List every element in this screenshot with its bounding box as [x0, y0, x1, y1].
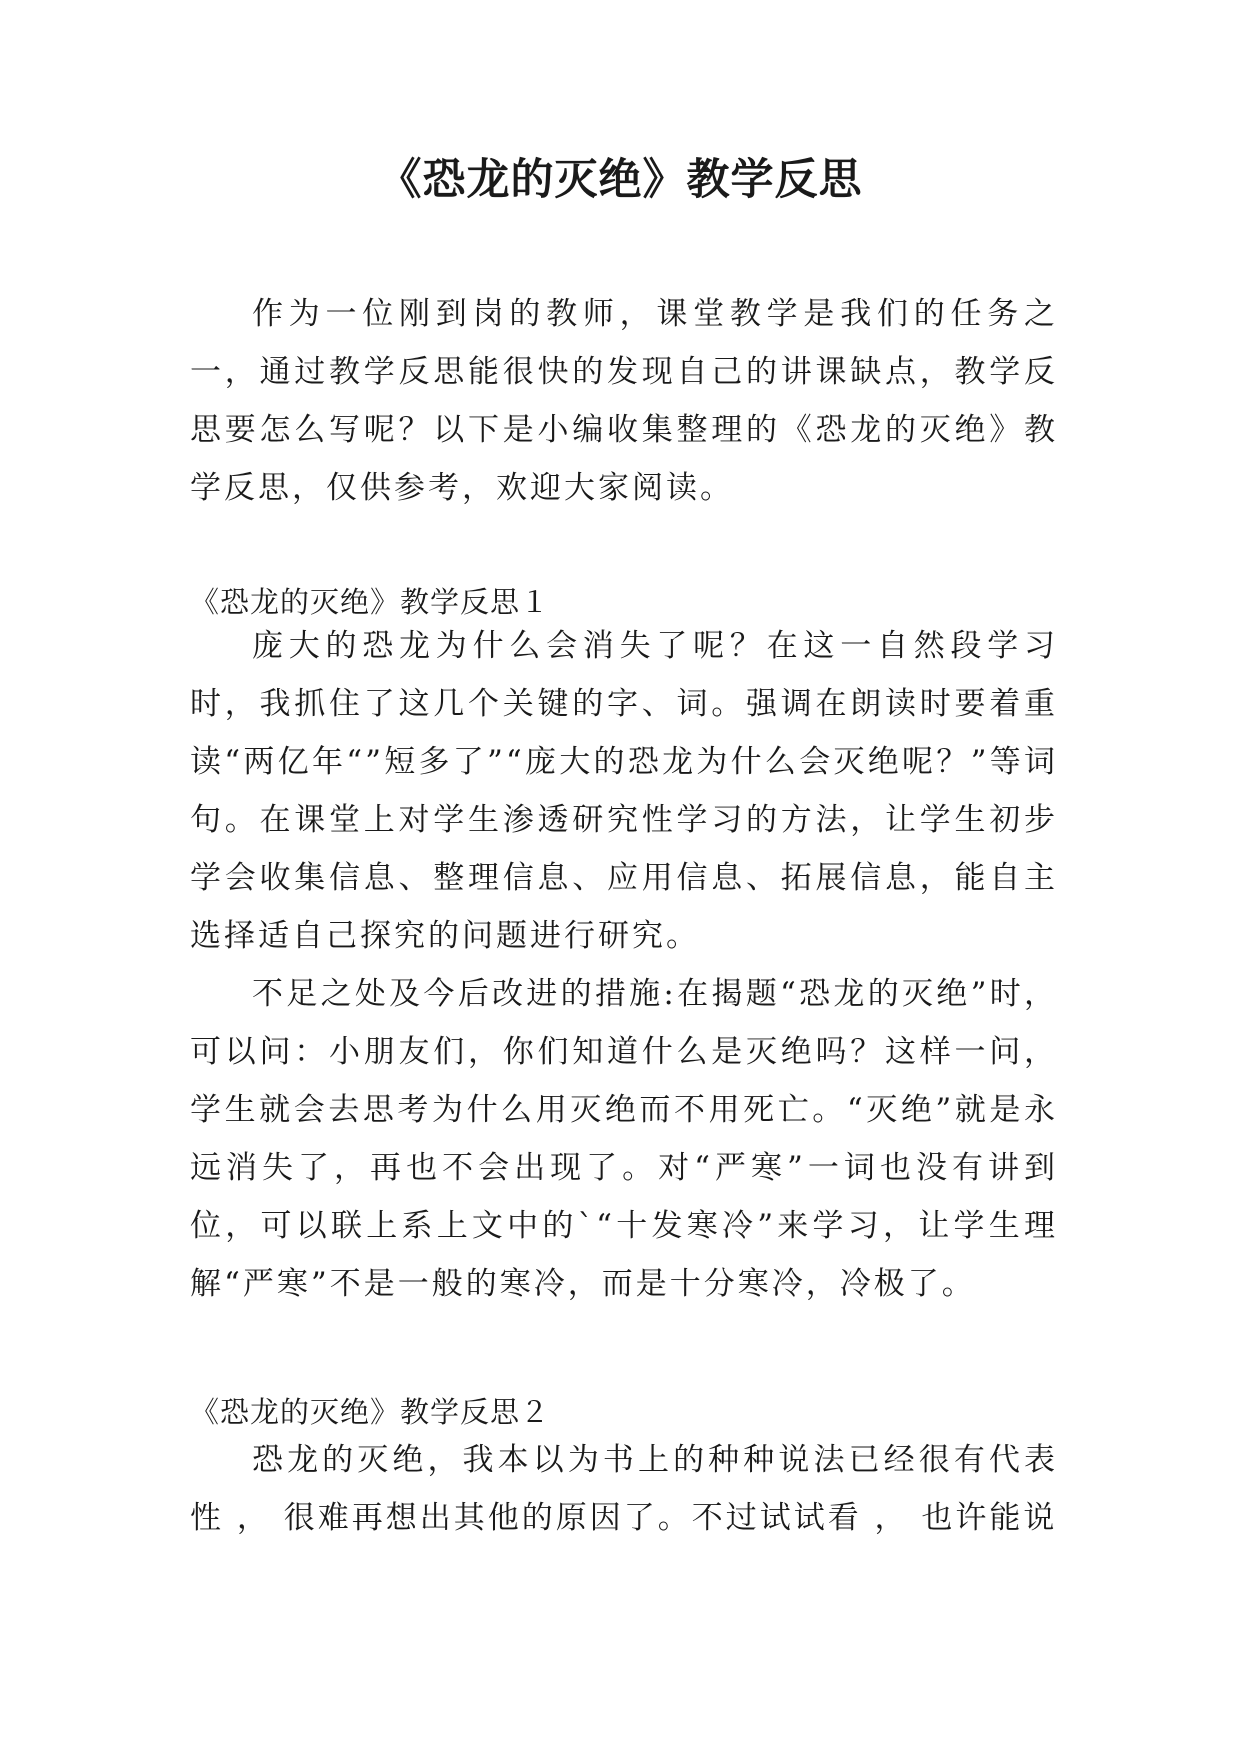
intro-paragraph: 作为一位刚到岗的教师，课堂教学是我们的任务之一，通过教学反思能很快的发现自己的讲课缺点，教学反思要怎么写呢？以下是小编收集整理的《恐龙的灭绝》教学反思，仅供参考，欢迎大家阅读。: [190, 296, 1058, 506]
section-1-body: [190, 617, 1058, 1313]
section-1-heading: 《恐龙的灭绝》教学反思１: [190, 585, 551, 619]
section-2-paragraph-1: 恐龙的灭绝，我本以为书上的种种说法已经很有代表性 ， 很难再想出其他的原因了。不过试试看 ， 也许能说: [190, 1442, 1058, 1536]
section-2-body: [190, 1431, 1058, 1547]
section-1-paragraph-2: 不足之处及今后改进的措施:在揭题“恐龙的灭绝”时，可以问：小朋友们，你们知道什么是灭绝吗？这样一问，学生就会去思考为什么用灭绝而不用死亡。“灭绝”就是永远消失了，再也不会出现了。对“严寒”一词也没有讲到位，可以联上系上文中的`“十发寒冷”来学习，让学生理解“严寒”不是一般的寒冷，而是十分寒冷，冷极了。: [190, 976, 1058, 1302]
document-title: 《恐龙的灭绝》教学反思: [378, 155, 863, 205]
section-2-heading: 《恐龙的灭绝》教学反思２: [190, 1395, 551, 1429]
section-1-paragraph-1: 庞大的恐龙为什么会消失了呢？在这一自然段学习时，我抓住了这几个关键的字、词。强调在朗读时要着重读“两亿年“”短多了”“庞大的恐龙为什么会灭绝呢？”等词句。在课堂上对学生渗透研究性学习的方法，让学生初步学会收集信息、整理信息、应用信息、拓展信息，能自主选择适自己探究的问题进行研究。: [190, 628, 1058, 954]
intro-section: [190, 285, 1058, 517]
